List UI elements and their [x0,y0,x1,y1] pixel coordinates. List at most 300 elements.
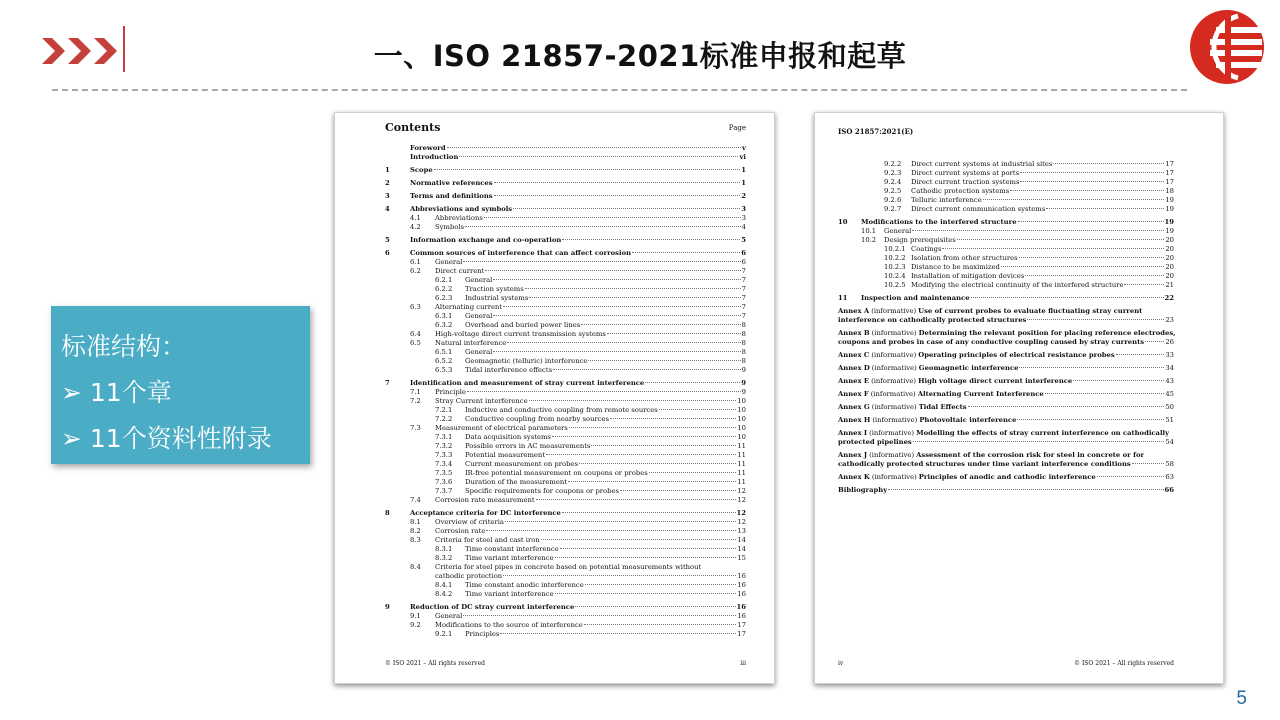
toc-entry [385,536,746,545]
toc-entry-page: 10 [737,424,746,432]
toc-entry [385,214,746,223]
toc-entry [385,339,746,348]
toc-entry-page: 12 [736,509,746,517]
annex-page: 34 [1165,364,1174,372]
toc-leader-dots [447,147,741,148]
annex-label: Annex E [838,377,870,385]
toc-entry-title: Traction systems [465,285,524,293]
toc-entry-number: 9.2.4 [884,178,902,186]
toc-entry-title: Direct current traction systems [911,178,1020,186]
toc-entry-number: 7.3.1 [435,433,453,441]
toc-entry-number: 7.2.1 [435,406,453,414]
toc-leader-dots [1025,275,1164,276]
annex-title-continued: cathodically protected structures under time variant interference conditions [838,460,1131,468]
toc-entry-title: Measurement of electrical parameters [435,424,568,432]
annex-entry-continued [838,338,1174,347]
toc-leader-dots [568,481,736,482]
structure-callout [51,306,310,464]
toc-leader-dots [659,409,737,410]
annex-title: Geomagnetic interference [918,364,1019,372]
toc-leader-dots [968,406,1165,407]
annex-label: Annex G [838,403,870,411]
toc-entry-page: 7 [741,294,746,302]
toc-leader-dots [513,208,740,209]
toc-entry-title: Cathodic protection systems [911,187,1010,195]
toc-entry [385,179,746,188]
annex-entry [838,329,1174,338]
toc-list [838,160,1174,495]
toc-entry-title: Inductive and conductive coupling from remote sources [465,406,658,414]
toc-entry-page: 9 [741,388,746,396]
toc-entry-title: Time variant interference [465,554,554,562]
toc-entry [838,227,1174,236]
toc-leader-dots [555,593,737,594]
toc-leader-dots [529,297,740,298]
annex-page: 26 [1165,338,1174,346]
toc-entry-page: 16 [736,603,746,611]
toc-entry-title: Abbreviations and symbols [410,205,513,213]
toc-leader-dots [485,270,740,271]
toc-entry-title: Conductive coupling from nearby sources [465,415,610,423]
toc-entry-page: 16 [737,590,746,598]
toc-leader-dots [546,454,736,455]
toc-entry-title: Geomagnetic (telluric) interference [465,357,588,365]
toc-entry [385,612,746,621]
annex-entry [838,451,1174,460]
toc-entry-number: 10.2.4 [884,272,906,280]
annex-entry-continued [838,438,1174,447]
toc-entry [385,223,746,232]
annex-label: Annex C [838,351,870,359]
annex-label: Annex K [838,473,870,481]
toc-entry-page: 8 [741,339,746,347]
toc-entry-page: vi [739,153,746,161]
toc-entry-title: Modifying the electrical continuity of the interfered structure [911,281,1124,289]
toc-entry-number: 7.2 [410,397,421,405]
toc-leader-dots [645,382,740,383]
annex-title: Tidal Effects [918,403,967,411]
toc-entry-title: IR-free potential measurement on coupons or probes [465,469,648,477]
toc-entry [385,563,746,572]
toc-leader-dots [913,441,1165,442]
toc-leader-dots [1019,367,1164,368]
header-divider [52,89,1187,91]
callout-heading: 标准结构： [61,332,187,361]
toc-page-right [814,112,1224,684]
toc-entry [385,572,746,581]
toc-entry-title: Coatings [911,245,942,253]
annex-label: Annex A [838,307,870,315]
annex-entry [838,364,1174,373]
toc-entry-title: Data acquisition systems [465,433,551,441]
toc-entry [838,272,1174,281]
annex-entry [838,416,1174,425]
toc-entry-title: Time constant interference [465,545,559,553]
toc-entry-number: 9.2.1 [435,630,453,638]
toc-entry-page: 19 [1165,205,1174,213]
toc-entry-number: 8.2 [410,527,421,535]
annex-page: 33 [1165,351,1174,359]
toc-entry [385,581,746,590]
toc-entry-title: General [465,276,493,284]
toc-entry-page: 4 [741,223,746,231]
footer-page-number: iii [740,660,746,667]
toc-leader-dots [912,230,1164,231]
annex-type: (informative) [872,416,918,424]
contents-heading: Contents [385,121,441,134]
toc-entry-page: 6 [741,249,746,257]
toc-entry-number: 8 [385,509,390,517]
toc-entry-page: 8 [741,321,746,329]
toc-entry-page: 11 [737,469,746,477]
toc-entry-number: 6.5.1 [435,348,453,356]
toc-entry-title: Natural interference [435,339,507,347]
toc-entry [838,236,1174,245]
toc-entry [385,397,746,406]
toc-leader-dots [957,239,1165,240]
bibliography-title: Bibliography [838,486,888,494]
toc-entry-number: 8.3 [410,536,421,544]
toc-entry-number: 10.1 [861,227,877,235]
annex-entry [838,390,1174,399]
toc-leader-dots [1124,284,1164,285]
toc-entry [385,424,746,433]
toc-entry-page: 11 [737,451,746,459]
annex-title: High voltage direct current interference [918,377,1073,385]
bibliography-page: 66 [1164,486,1174,494]
annex-type: (informative) [871,329,917,337]
toc-leader-dots [463,615,736,616]
toc-entry-page: 21 [1165,281,1174,289]
toc-entry-page: 12 [737,487,746,495]
toc-entry-number: 6.5 [410,339,421,347]
toc-leader-dots [575,606,735,607]
toc-entry-page: 15 [737,554,746,562]
annex-entry-continued [838,316,1174,325]
toc-leader-dots [560,548,737,549]
annex-label: Annex B [838,329,870,337]
toc-entry-page: 3 [741,214,746,222]
toc-entry [385,303,746,312]
toc-entry-page: 18 [1165,187,1174,195]
toc-entry-page: 12 [737,518,746,526]
toc-entry-number: 8.4.2 [435,590,453,598]
toc-entry-number: 11 [838,294,848,302]
toc-leader-dots [1132,463,1165,464]
toc-entry-page: 1 [741,166,746,174]
toc-page-left [334,112,775,684]
toc-entry-title: Direct current systems at ports [911,169,1020,177]
toc-leader-dots [553,369,741,370]
annex-type: (informative) [870,390,916,398]
toc-entry [385,603,746,612]
toc-entry-page: 7 [741,267,746,275]
annex-type: (informative) [871,364,917,372]
toc-entry-number: 8.3.1 [435,545,453,553]
toc-entry-title: Acceptance criteria for DC interference [410,509,561,517]
toc-leader-dots [632,252,740,253]
toc-entry-number: 6.2.2 [435,285,453,293]
annex-page: 63 [1165,473,1174,481]
toc-entry-number: 7.3.2 [435,442,453,450]
toc-entry-page: 17 [737,621,746,629]
toc-entry-title: Principles [465,630,500,638]
toc-entry [385,478,746,487]
toc-leader-dots [493,279,740,280]
toc-list [385,144,746,639]
company-logo-icon [1188,8,1266,86]
toc-leader-dots [500,633,736,634]
toc-entry-title: Principle [435,388,466,396]
toc-leader-dots [1073,380,1164,381]
toc-leader-dots [1097,476,1165,477]
toc-entry-page: 10 [737,397,746,405]
toc-leader-dots [541,539,737,540]
annex-title: Modelling the effects of stray current interference on cathodically [916,429,1170,437]
toc-entry-title: Corrosion rate measurement [435,496,535,504]
annex-page: 45 [1165,390,1174,398]
toc-entry [385,388,746,397]
annex-label: Annex J [838,451,868,459]
toc-entry-number: 9.1 [410,612,421,620]
annex-entry [838,377,1174,386]
annex-type: (informative) [871,377,917,385]
toc-leader-dots [1046,208,1164,209]
toc-entry-title: Inspection and maintenance [861,294,970,302]
toc-entry [385,357,746,366]
toc-entry-page: 12 [737,496,746,504]
toc-leader-dots [971,297,1164,298]
toc-entry-page: 17 [1165,160,1174,168]
annex-title: Assessment of the corrosion risk for steel in concrete or for [916,451,1145,459]
toc-entry-number: 6.4 [410,330,421,338]
toc-entry-number: 10 [838,218,848,226]
toc-entry [385,321,746,330]
toc-entry-number: 10.2.5 [884,281,906,289]
toc-leader-dots [942,248,1164,249]
toc-leader-dots [579,463,736,464]
toc-leader-dots [507,342,740,343]
toc-entry [385,236,746,245]
toc-entry [385,166,746,175]
toc-entry-title: Telluric interference [911,196,982,204]
toc-leader-dots [1019,257,1165,258]
toc-entry-page: 8 [741,330,746,338]
toc-leader-dots [585,584,737,585]
toc-entry-title: Installation of mitigation devices [911,272,1025,280]
toc-leader-dots [1020,172,1164,173]
toc-leader-dots [649,472,737,473]
toc-entry-page: 7 [741,303,746,311]
toc-entry-page: 22 [1164,294,1174,302]
toc-entry-title: Specific requirements for coupons or probes [465,487,619,495]
toc-entry-number: 7.3.7 [435,487,453,495]
toc-entry [838,169,1174,178]
toc-entry-page: 11 [737,478,746,486]
toc-entry-number: 7.1 [410,388,421,396]
toc-leader-dots [552,436,736,437]
toc-entry [385,496,746,505]
toc-leader-dots [465,226,741,227]
annex-entry [838,307,1174,316]
toc-entry-number: 9.2 [410,621,421,629]
toc-entry-title: Industrial systems [465,294,529,302]
annex-title: Photovoltaic interference [919,416,1017,424]
toc-entry-title: Alternating current [435,303,503,311]
toc-entry-title: Introduction [410,153,459,161]
slide-number: 5 [1236,688,1247,709]
toc-entry [385,249,746,258]
toc-entry-number: 4 [385,205,390,213]
toc-leader-dots [610,418,736,419]
annex-entry [838,351,1174,360]
toc-entry-number: 8.1 [410,518,421,526]
toc-entry-number: 3 [385,192,390,200]
toc-entry [385,554,746,563]
annex-page: 43 [1165,377,1174,385]
toc-entry-number: 10.2.2 [884,254,906,262]
toc-leader-dots [434,169,741,170]
annex-title: Principles of anodic and cathodic interference [918,473,1096,481]
toc-entry-title: Terms and definitions [410,192,493,200]
footer-copyright: © ISO 2021 – All rights reserved [1074,660,1174,667]
toc-leader-dots [562,239,740,240]
toc-entry-number: 5 [385,236,390,244]
toc-entry [385,366,746,375]
toc-entry-title: Criteria for steel pipes in concrete based on potential measurements without [435,563,702,571]
toc-entry [385,630,746,639]
toc-entry-title: Overview of criteria [435,518,504,526]
toc-leader-dots [581,324,740,325]
toc-entry-number: 1 [385,166,390,174]
toc-entry-number: 9.2.2 [884,160,902,168]
toc-entry-title: Tidal interference effects [465,366,553,374]
toc-entry [838,245,1174,254]
toc-leader-dots [1017,419,1164,420]
toc-entry-title: General [465,348,493,356]
toc-entry-number: 6.1 [410,258,421,266]
toc-entry-number: 9.2.7 [884,205,902,213]
annex-label: Annex I [838,429,868,437]
annex-type: (informative) [871,473,917,481]
toc-entry-page: 7 [741,276,746,284]
toc-entry-page: 11 [737,460,746,468]
toc-entry-page: 17 [737,630,746,638]
toc-entry-title: Direct current systems at industrial sites [911,160,1053,168]
toc-entry-page: 11 [737,442,746,450]
toc-leader-dots [562,512,736,513]
toc-entry [385,433,746,442]
toc-entry-page: 9 [741,366,746,374]
annex-title: Use of current probes to evaluate fluctuating stray current [918,307,1143,315]
toc-leader-dots [493,351,740,352]
toc-entry-title: Corrosion rate [435,527,486,535]
toc-entry-number: 10.2 [861,236,877,244]
toc-entry-page: 1 [741,179,746,187]
toc-entry-title: Direct current [435,267,485,275]
annex-page: 58 [1165,460,1174,468]
toc-leader-dots [529,400,737,401]
toc-entry [385,379,746,388]
toc-entry-number: 6.3.2 [435,321,453,329]
toc-leader-dots [493,315,740,316]
annex-type: (informative) [869,451,915,459]
toc-entry-title: Distance to be maximized [911,263,1000,271]
toc-leader-dots [1145,341,1164,342]
toc-entry [385,590,746,599]
toc-entry-title: Isolation from other structures [911,254,1018,262]
toc-entry-page: 14 [737,545,746,553]
toc-entry-page: 10 [737,406,746,414]
toc-leader-dots [1116,354,1165,355]
toc-entry-number: 7.3.3 [435,451,453,459]
toc-entry-page: 3 [741,205,746,213]
toc-leader-dots [525,288,741,289]
toc-entry [385,312,746,321]
toc-entry-title: Potential measurement [465,451,546,459]
annex-title-continued: coupons and probes in case of any conductive coupling caused by stray currents [838,338,1145,346]
toc-entry-page: 7 [741,312,746,320]
toc-entry-page: 14 [737,536,746,544]
annex-title: Determining the relevant position for placing reference electrodes, [918,329,1176,337]
toc-entry-number: 10.2.3 [884,263,906,271]
toc-entry-title: General [465,312,493,320]
toc-leader-dots [1020,181,1164,182]
toc-entry-page: 19 [1165,227,1174,235]
toc-leader-dots [591,445,736,446]
toc-entry-title: Possible errors in AC measurements [465,442,591,450]
annex-entry [838,429,1174,438]
toc-entry-number: 7.3.4 [435,460,453,468]
toc-leader-dots [505,521,736,522]
toc-entry-title: Normative references [410,179,493,187]
toc-entry [385,348,746,357]
toc-entry [385,205,746,214]
annex-label: Annex D [838,364,870,372]
toc-leader-dots [888,489,1163,490]
toc-entry-number: 9.2.6 [884,196,902,204]
toc-leader-dots [584,624,737,625]
toc-entry-number: 7 [385,379,390,387]
bibliography-entry [838,486,1174,495]
toc-entry-title: Foreword [410,144,446,152]
annex-label: Annex F [838,390,869,398]
toc-leader-dots [1001,266,1164,267]
toc-entry-page: 2 [741,192,746,200]
annex-page: 54 [1165,438,1174,446]
toc-entry-number: 6.3 [410,303,421,311]
toc-leader-dots [503,306,741,307]
toc-entry-number: 6.2.1 [435,276,453,284]
toc-entry-title: Common sources of interference that can affect corrosion [410,249,632,257]
toc-entry-page: 6 [741,258,746,266]
toc-entry-number: 9.2.5 [884,187,902,195]
toc-entry [385,406,746,415]
toc-leader-dots [1018,221,1164,222]
toc-entry-page: 17 [1165,178,1174,186]
toc-leader-dots [555,557,737,558]
toc-entry-number: 9 [385,603,390,611]
toc-entry-title: General [435,612,463,620]
toc-entry [838,160,1174,169]
toc-entry-number: 6 [385,249,390,257]
toc-entry-number: 6.2 [410,267,421,275]
toc-entry-title: Time variant interference [465,590,554,598]
toc-entry-page: 20 [1165,236,1174,244]
toc-entry-number: 4.2 [410,223,421,231]
toc-entry [838,196,1174,205]
toc-entry-page: 17 [1165,169,1174,177]
